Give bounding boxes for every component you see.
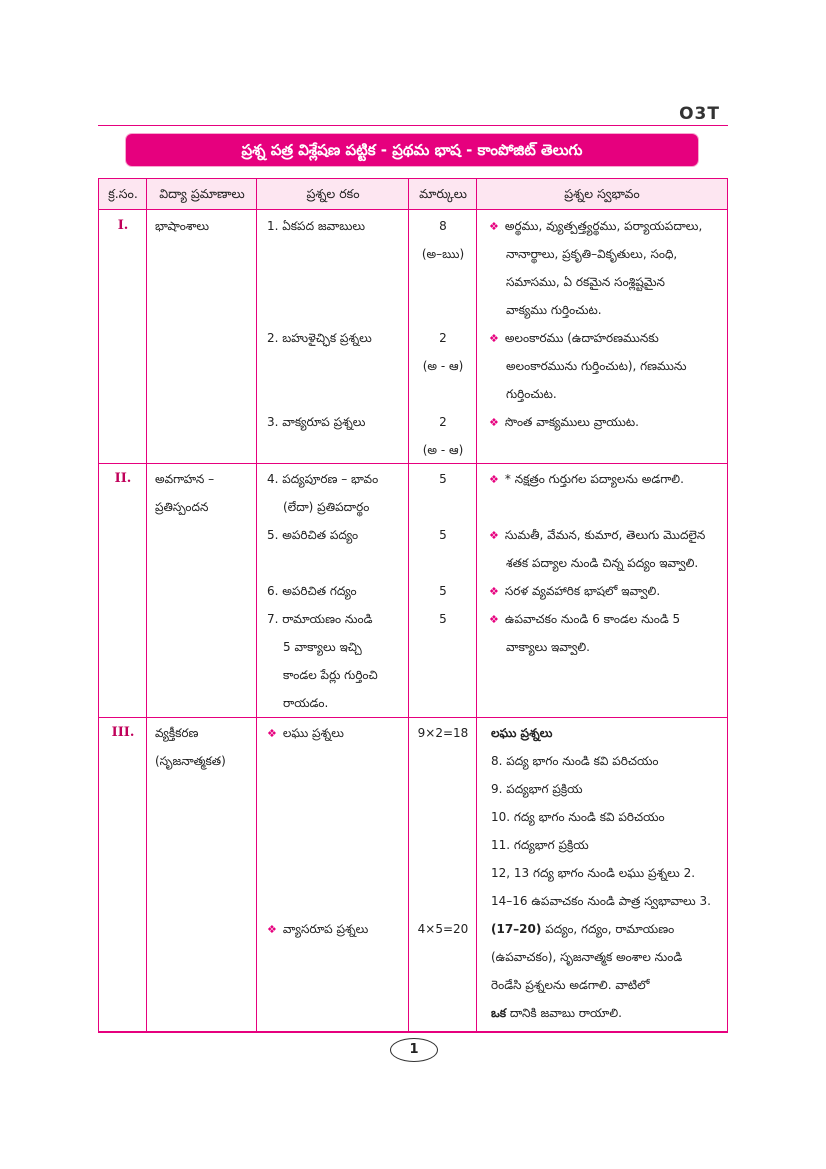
question-type: 2. బహుళైచ్ఛిక ప్రశ్నలు xyxy=(267,331,372,345)
nature-line: (ఉపవాచకం), సృజనాత్మక అంశాల నుండి xyxy=(491,950,683,964)
nature-line: వాక్యము గుర్తించుట. xyxy=(506,303,602,317)
section-standard: అవగాహన – xyxy=(155,472,215,486)
analysis-table xyxy=(98,178,728,1033)
question-type: 6. అపరిచిత గద్యం xyxy=(267,584,357,598)
nature-line: వాక్యాలు ఇవ్వాలి. xyxy=(506,640,590,654)
section-standard: ప్రతిస్పందన xyxy=(155,500,209,514)
marks: 2 xyxy=(439,415,447,429)
nature-item: ❖ అలంకారము (ఉదాహరణమునకు xyxy=(489,331,659,345)
bullet-diamond-icon: ❖ xyxy=(489,613,499,626)
section-number: II. xyxy=(114,471,132,486)
section-divider xyxy=(99,717,727,718)
nature-line: 8. పద్య భాగం నుండి కవి పరిచయం xyxy=(491,754,659,768)
marks-range: (అ–ఋ) xyxy=(421,247,465,261)
marks: 5 xyxy=(439,528,447,542)
question-type-line: (లేదా) ప్రతిపదార్థం xyxy=(283,500,370,514)
col-header-qtype: ప్రశ్నల రకం xyxy=(306,186,360,201)
nature-item: ❖ * నక్షత్రం గుర్తుగల పద్యాలను అడగాలి. xyxy=(489,472,684,486)
nature-item: ❖ సరళ వ్యవహారిక భాషలో ఇవ్వాలి. xyxy=(489,584,661,598)
bullet-diamond-icon: ❖ xyxy=(489,332,499,345)
nature-line: 10. గద్య భాగం నుండి కవి పరిచయం xyxy=(491,810,665,824)
bullet-diamond-icon: ❖ xyxy=(267,727,277,740)
nature-line: సమాసము, ఏ రకమైన సంశ్లిష్టమైన xyxy=(506,275,665,289)
col-divider xyxy=(256,178,257,1033)
marks: 5 xyxy=(439,584,447,598)
col-header-marks: మార్కులు xyxy=(419,186,467,201)
nature-heading: లఘు ప్రశ్నలు xyxy=(491,726,553,740)
bullet-diamond-icon: ❖ xyxy=(489,473,499,486)
section-standard: వ్యక్తీకరణ xyxy=(155,726,199,740)
nature-item: ❖ అర్థము, వ్యుత్పత్త్యర్థము, పర్యాయపదాలు, xyxy=(489,219,703,233)
question-type: 5. అపరిచిత పద్యం xyxy=(267,528,359,542)
nature-line: 14–16 ఉపవాచకం నుండి పాత్ర స్వభావాలు 3. xyxy=(491,894,711,908)
question-type: 3. వాక్యరూప ప్రశ్నలు xyxy=(267,415,366,429)
top-rule xyxy=(98,125,728,126)
nature-item: ❖ సొంత వాక్యములు వ్రాయుట. xyxy=(489,415,639,429)
marks-range: (అ - ఆ) xyxy=(422,443,464,457)
document-code: O3T xyxy=(679,104,720,124)
col-divider xyxy=(146,178,147,1033)
col-header-nature: ప్రశ్నల స్వభావం xyxy=(564,186,640,201)
question-type: 7. రామాయణం నుండి xyxy=(267,612,373,626)
section-number: I. xyxy=(117,218,129,233)
bullet-diamond-icon: ❖ xyxy=(267,923,277,936)
nature-item: ❖ ఉపవాచకం నుండి 6 కాండల నుండి 5 xyxy=(489,612,681,626)
nature-line: 9. పద్యభాగ ప్రక్రియ xyxy=(491,782,583,796)
table-header xyxy=(99,178,727,210)
marks-range: (అ - ఆ) xyxy=(422,359,464,373)
nature-line: గుర్తించుట. xyxy=(506,387,557,401)
question-type: ❖ వ్యాసరూప ప్రశ్నలు xyxy=(267,922,369,936)
nature-line: ఒక దానికి జవాబు రాయాలి. xyxy=(491,1006,622,1020)
nature-line: నానార్థాలు, ప్రకృతి–వికృతులు, సంధి, xyxy=(506,247,678,261)
section-number: III. xyxy=(111,725,135,740)
nature-line: అలంకారమును గుర్తించుట), గణమును xyxy=(506,359,687,373)
section-standard: (సృజనాత్మకత) xyxy=(155,754,226,768)
question-type-line: రాయడం. xyxy=(283,696,329,710)
nature-line: 12, 13 గద్య భాగం నుండి లఘు ప్రశ్నలు 2. xyxy=(491,866,696,880)
marks: 8 xyxy=(439,219,447,233)
nature-line: రెండేసి ప్రశ్నలను అడగాలి. వాటిలో xyxy=(491,978,650,992)
marks: 9×2=18 xyxy=(417,726,469,740)
question-type-line: 5 వాక్యాలు ఇచ్చి xyxy=(283,640,362,654)
page-title: ప్రశ్న పత్ర విశ్లేషణ పట్టిక - ప్రథమ భాష - కాంపోజిట్ తెలుగు xyxy=(126,134,698,166)
bullet-diamond-icon: ❖ xyxy=(489,416,499,429)
bullet-diamond-icon: ❖ xyxy=(489,585,499,598)
question-type-line: కాండల పేర్లు గుర్తించి xyxy=(283,668,378,682)
col-header-serial: క్ర.సం. xyxy=(108,186,138,201)
nature-line: (17–20) పద్యం, గద్యం, రామాయణం xyxy=(491,922,675,936)
nature-item: ❖ సుమతీ, వేమన, కుమార, తెలుగు మొదలైన xyxy=(489,528,706,542)
bullet-diamond-icon: ❖ xyxy=(489,220,499,233)
section-standard: భాషాంశాలు xyxy=(155,219,210,233)
marks: 4×5=20 xyxy=(417,922,469,936)
question-type: 1. ఏకపద జవాబులు xyxy=(267,219,366,233)
question-type: ❖ లఘు ప్రశ్నలు xyxy=(267,726,344,740)
bullet-diamond-icon: ❖ xyxy=(489,529,499,542)
col-header-standard: విద్యా ప్రమాణాలు xyxy=(159,186,245,201)
marks: 5 xyxy=(439,472,447,486)
nature-line: 11. గద్యభాగ ప్రక్రియ xyxy=(491,838,589,852)
question-type: 4. పద్యపూరణ – భావం xyxy=(267,472,379,486)
page-number: 1 xyxy=(390,1038,438,1062)
marks: 2 xyxy=(439,331,447,345)
marks: 5 xyxy=(439,612,447,626)
nature-line: శతక పద్యాల నుండి చిన్న పద్యం ఇవ్వాలి. xyxy=(506,556,699,570)
